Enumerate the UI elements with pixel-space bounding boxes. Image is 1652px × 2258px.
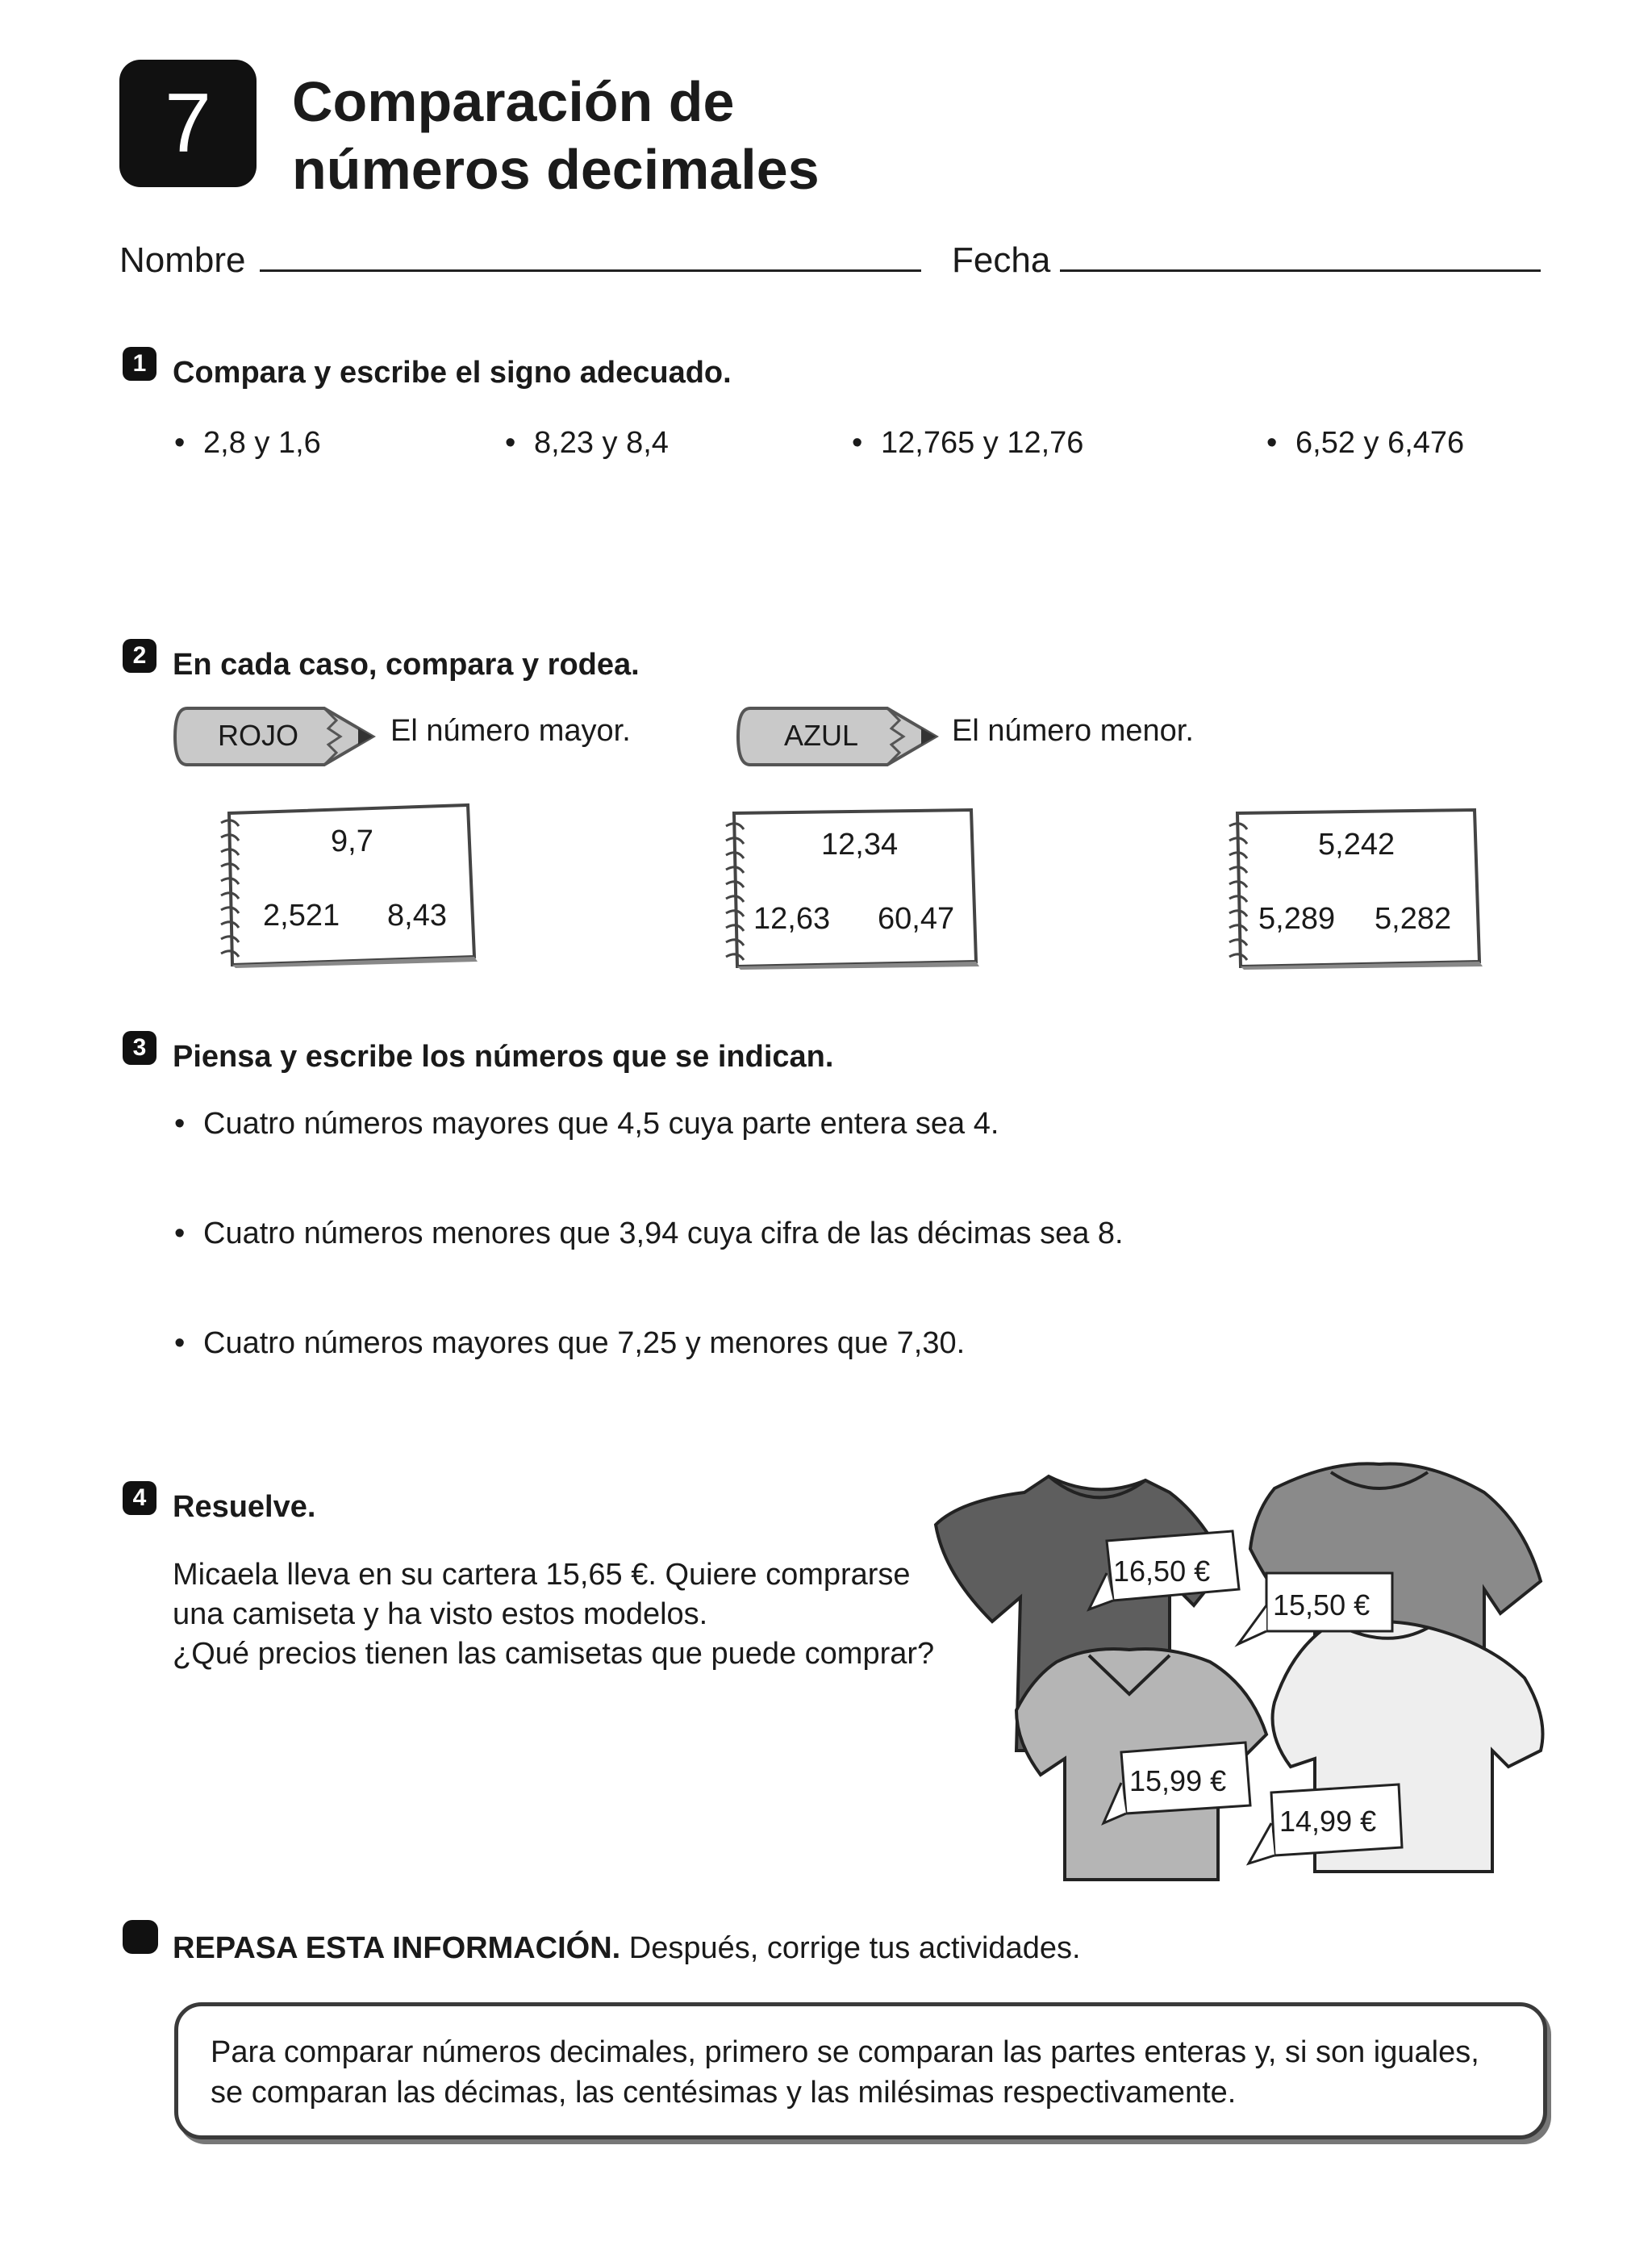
unit-number-badge: 7 [119, 60, 257, 187]
red-pencil-label: ROJO [218, 719, 299, 752]
exercise-4-number: 4 [123, 1481, 156, 1515]
tshirts-illustration [928, 1444, 1557, 1896]
info-box [174, 2002, 1547, 2139]
review-bold: REPASA ESTA INFORMACIÓN. [173, 1931, 621, 1965]
info-text [211, 2032, 1479, 2113]
ex3-item: • Cuatro números mayores que 7,25 y menores que 7,30. [203, 1326, 965, 1361]
exercise-4-problem [173, 1555, 934, 1674]
exercise-3-number: 3 [123, 1031, 156, 1065]
review-instruction [173, 1931, 1081, 1966]
red-pencil-instruction: El número mayor. [390, 714, 631, 748]
title-line-1: Comparación de [292, 70, 735, 133]
notebook-1 [211, 799, 482, 970]
info-line: se comparan las décimas, las centésimas y las milésimas respectivamente. [211, 2076, 1237, 2110]
notebook-2-left: 12,63 [753, 902, 831, 936]
notebook-1-left: 2,521 [263, 899, 340, 933]
problem-line: ¿Qué precios tienen las camisetas que puede comprar? [173, 1637, 935, 1671]
review-icon [123, 1920, 158, 1954]
ex1-item: • 12,765 y 12,76 [881, 426, 1083, 461]
blue-pencil-instruction: El número menor. [952, 714, 1194, 748]
fecha-line[interactable] [1060, 269, 1541, 272]
info-line: Para comparar números decimales, primero se comparan las partes enteras y, si son iguales, [211, 2035, 1479, 2069]
notebook-1-right: 8,43 [387, 899, 447, 933]
ex3-item: • Cuatro números menores que 3,94 cuya cifra de las décimas sea 8. [203, 1217, 1124, 1251]
exercise-3-heading: Piensa y escribe los números que se indican. [173, 1040, 834, 1074]
notebook-3 [1220, 802, 1491, 973]
problem-line: una camiseta y ha visto estos modelos. [173, 1597, 708, 1631]
problem-line: Micaela lleva en su cartera 15,65 €. Quiere comprarse [173, 1558, 911, 1592]
price-tag: 14,99 € [1279, 1805, 1377, 1838]
nombre-line[interactable] [260, 269, 921, 272]
blue-pencil-label: AZUL [784, 719, 859, 752]
title-line-2: números decimales [292, 138, 820, 201]
ex1-item: • 6,52 y 6,476 [1295, 426, 1464, 461]
nombre-label: Nombre [119, 240, 246, 280]
notebook-3-right: 5,282 [1375, 902, 1452, 936]
notebook-2 [716, 802, 987, 973]
notebook-3-top: 5,242 [1318, 828, 1395, 862]
exercise-4-heading: Resuelve. [173, 1490, 316, 1524]
exercise-2-number: 2 [123, 639, 156, 673]
price-tag: 15,50 € [1273, 1588, 1370, 1622]
price-tag: 15,99 € [1129, 1764, 1227, 1797]
notebook-2-top: 12,34 [821, 828, 899, 862]
exercise-1-number: 1 [123, 347, 156, 381]
fecha-label: Fecha [952, 240, 1051, 280]
notebook-2-right: 60,47 [878, 902, 955, 936]
notebook-3-left: 5,289 [1258, 902, 1336, 936]
ex1-item: • 2,8 y 1,6 [203, 426, 321, 461]
exercise-1-heading: Compara y escribe el signo adecuado. [173, 356, 732, 390]
ex1-item: • 8,23 y 8,4 [534, 426, 669, 461]
page-title [292, 68, 820, 203]
notebook-1-top: 9,7 [331, 824, 373, 858]
review-rest: Después, corrige tus actividades. [620, 1931, 1081, 1965]
ex3-item: • Cuatro números mayores que 4,5 cuya parte entera sea 4. [203, 1107, 999, 1142]
price-tag: 16,50 € [1113, 1555, 1211, 1588]
exercise-2-heading: En cada caso, compara y rodea. [173, 648, 640, 682]
